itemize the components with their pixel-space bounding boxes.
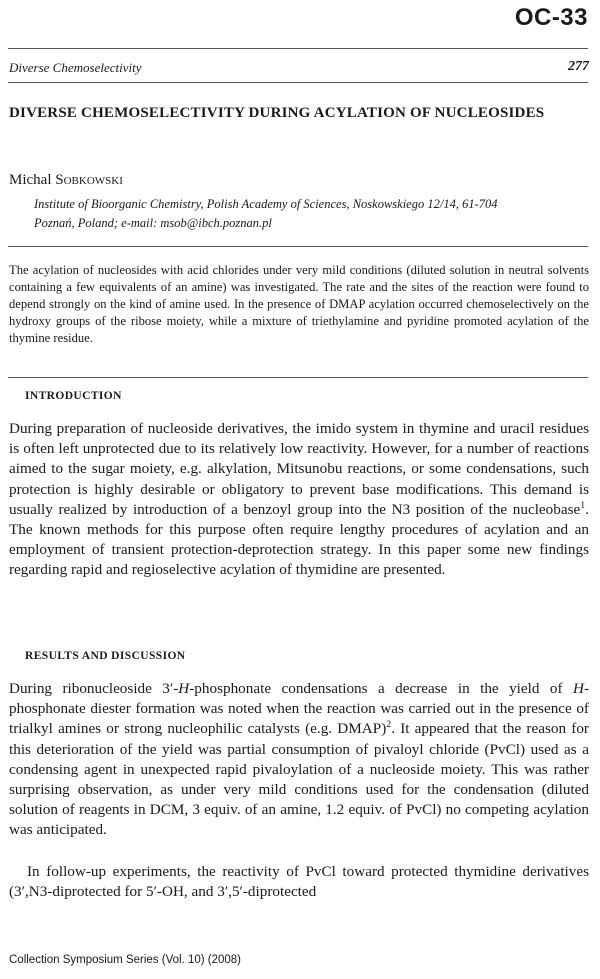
document-code: OC-33 xyxy=(514,4,588,31)
citation-1: 1 xyxy=(580,499,586,511)
running-title: Diverse Chemoselectivity xyxy=(9,60,142,75)
author-name xyxy=(9,172,123,189)
footer-citation: Collection Symposium Series (Vol. 10) (2008) xyxy=(9,954,242,966)
results-text-part-3: -phosphonate diester formation was noted when the reaction was carried out in the presence of trialkyl amines or strong nucleophilic catalysts (e.g. DMAP) xyxy=(9,680,589,738)
results-text-part-2: -phosphonate condensations a decrease in the yield of xyxy=(189,680,573,697)
page-number: 277 xyxy=(568,59,589,74)
citation-2: 2 xyxy=(386,719,392,731)
abstract: The acylation of nucleosides with acid chlorides under very mild conditions (diluted solution in neutral solvents containing a few equivalents of an amine) was investigated. The rate and the sites of the reaction were found to depend strongly on the kind of amine used. In the presence of DMAP acylation occurred chemoselectively on the hydroxy groups of the ribose moiety, while a mixture of triethylamine and pyridine promoted acylation of the thymine residue. xyxy=(9,263,589,345)
abstract-bottom-rule xyxy=(8,377,588,378)
author-last-name: Sobkowski xyxy=(55,172,123,188)
results-text-part-1: During ribonucleoside 3′- xyxy=(9,680,179,697)
results-italic-h-2: H xyxy=(572,680,584,697)
intro-text-part-2: . The known methods for this purpose often require lengthy procedures of acylation and an employment of transient protection-deprotection strategy. In this paper some new findings regarding rapid and regioselective acylation of thymidine are presented. xyxy=(9,500,589,579)
header-rule xyxy=(8,48,588,49)
results-italic-h-1: H xyxy=(178,680,190,697)
author-first-name: Michal xyxy=(9,172,56,188)
section-heading-results: RESULTS AND DISCUSSION xyxy=(25,650,186,662)
running-head-rule xyxy=(8,82,588,83)
abstract-top-rule xyxy=(8,246,588,247)
results-paragraph-1 xyxy=(9,679,589,841)
results-text-part-4: . It appeared that the reason for this deterioration of the yield was partial consumption of pivaloyl chloride (PvCl) used as a condensing agent in unexpected rapid pivaloylation of a nucleoside moiety. This was rather surprising observation, as under very mild conditions used for the condensation (diluted solution of reagents in DCM, 3 equiv. of an amine, 1.2 equiv. of PvCl) no competing acylation was anticipated. xyxy=(9,720,589,839)
introduction-paragraph xyxy=(9,419,589,581)
article-title: DIVERSE CHEMOSELECTIVITY DURING ACYLATION OF NUCLEOSIDES xyxy=(9,105,545,121)
intro-text-part-1: During preparation of nucleoside derivatives, the imido system in thymine and uracil residues is often left unprotected due to its relatively low reactivity. However, for a number of reactions aimed to the sugar moiety, e.g. alkylation, Mitsunobu reactions, or some condensations, such protection is highly desirable or obligatory to prevent base modifications. This demand is usually realized by introduction of a benzoyl group into the N3 position of the nucleobase xyxy=(9,420,589,518)
section-heading-introduction: INTRODUCTION xyxy=(25,390,122,402)
author-affiliation: Institute of Bioorganic Chemistry, Polish Academy of Sciences, Noskowskiego 12/14, 61-704 Poznań, Poland; e-mail: msob@ibch.poznan.pl xyxy=(34,197,498,230)
results-paragraph-2: In follow-up experiments, the reactivity of PvCl toward protected thymidine derivatives (3′,N3-diprotected for 5′-OH, and 3′,5′-diprotected xyxy=(9,863,589,901)
